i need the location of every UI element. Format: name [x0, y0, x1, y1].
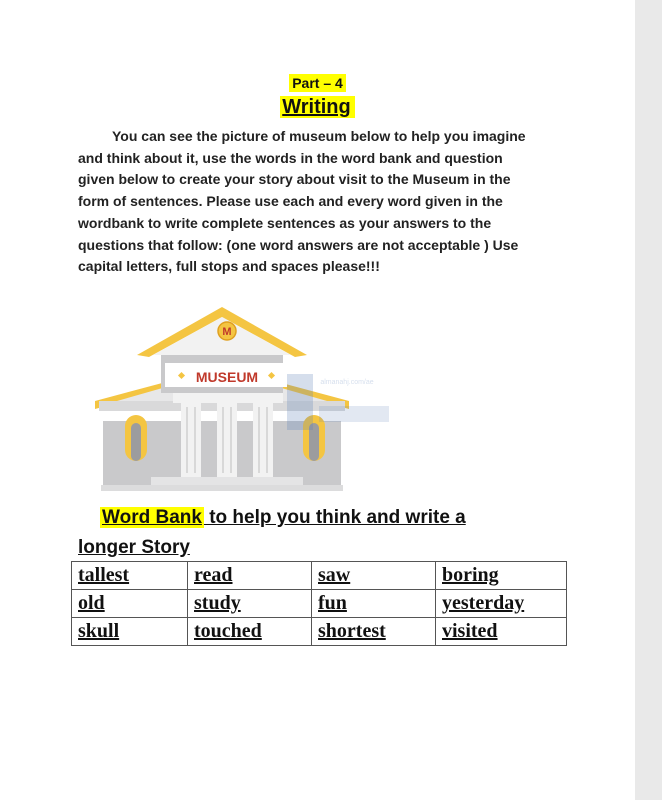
- word-cell: old: [72, 590, 188, 618]
- word-cell: shortest: [312, 618, 436, 646]
- table-row: [72, 562, 567, 590]
- watermark-text: almanahj.com/ae: [320, 379, 374, 386]
- word-cell: boring: [436, 562, 567, 590]
- word-cell: touched: [188, 618, 312, 646]
- section-heading: Writing: [0, 96, 635, 119]
- museum-sign-text: MUSEUM: [195, 369, 259, 385]
- watermark-mark: [287, 374, 313, 430]
- word-cell: tallest: [72, 562, 188, 590]
- watermark-band: [319, 406, 389, 422]
- word-cell: saw: [312, 562, 436, 590]
- word-bank-title-rest: to help you think and write a: [203, 507, 466, 528]
- museum-pillar: [217, 403, 237, 477]
- instructions-paragraph: [78, 126, 548, 278]
- museum-entablature: [173, 393, 283, 403]
- word-cell: study: [188, 590, 312, 618]
- museum-pillar: [181, 403, 201, 477]
- word-cell: yesterday: [436, 590, 567, 618]
- instruction-line: You can see the picture of museum below to help you imagine: [112, 128, 526, 144]
- museum-ground: [101, 485, 343, 491]
- instruction-line: form of sentences. Please use each and every word given in the: [78, 193, 503, 210]
- word-bank-table: [71, 561, 567, 646]
- word-cell: visited: [436, 618, 567, 646]
- part-label: Part – 4: [0, 75, 635, 93]
- word-bank-highlight: Word Bank: [102, 507, 202, 528]
- word-bank-title-line2: longer Story: [78, 537, 190, 558]
- instruction-line: wordbank to write complete sentences as your answers to the: [78, 214, 492, 231]
- museum-pillar: [253, 403, 273, 477]
- word-bank-title: [78, 503, 538, 563]
- watermark-logo: [287, 374, 397, 434]
- instruction-line: questions that follow: (one word answers are not acceptable ) Use: [78, 236, 519, 253]
- table-row: [72, 590, 567, 618]
- museum-badge-letter: M: [222, 326, 232, 338]
- instruction-line: and think about it, use the words in the word bank and question: [78, 149, 503, 166]
- instruction-line: capital letters, full stops and spaces please!!!: [78, 258, 380, 275]
- instruction-line: given below to create your story about visit to the Museum in the: [78, 171, 511, 188]
- word-cell: fun: [312, 590, 436, 618]
- table-row: [72, 618, 567, 646]
- word-cell: skull: [72, 618, 188, 646]
- word-cell: read: [188, 562, 312, 590]
- museum-step: [151, 477, 303, 485]
